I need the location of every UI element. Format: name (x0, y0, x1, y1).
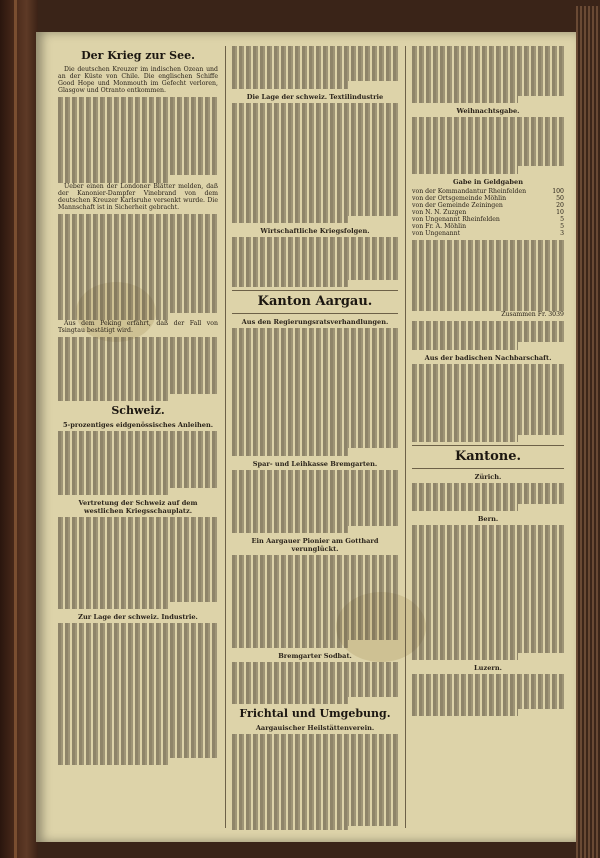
text-line (412, 240, 564, 247)
text-line (58, 373, 218, 380)
section-heading: Kanton Aargau. (232, 290, 398, 314)
text-line (58, 488, 170, 495)
text-line (58, 104, 218, 111)
column-2 (232, 46, 398, 830)
text-line (58, 299, 218, 306)
article-subheading: Aus den Regierungsratsverhandlungen. (241, 317, 389, 326)
article-subheading: Spar- und Leihkasse Bremgarten. (252, 459, 378, 468)
text-line (412, 89, 564, 96)
text-line (58, 147, 218, 154)
text-line (412, 364, 564, 371)
text-line (58, 758, 170, 765)
text-line (232, 244, 398, 251)
text-line (412, 525, 564, 532)
text-line (412, 631, 564, 638)
text-line (232, 174, 398, 181)
text-line (232, 555, 398, 562)
text-line (58, 126, 218, 133)
text-line (58, 581, 218, 588)
text-line (232, 202, 398, 209)
text-line (58, 337, 218, 344)
text-line (412, 638, 564, 645)
text-line (232, 676, 398, 683)
text-line (412, 131, 564, 138)
text-line (412, 166, 518, 173)
text-line (232, 342, 398, 349)
list-item: von N. N. Zuzgen 10 (412, 208, 564, 216)
text-line (232, 770, 398, 777)
text-line (58, 161, 218, 168)
text-line (232, 512, 398, 519)
text-line (58, 387, 218, 394)
text-line (412, 304, 564, 311)
text-line (412, 371, 564, 378)
text-line (232, 777, 398, 784)
article-text: Die deutschen Kreuzer im indischen Ozean und an der Küste von Chile. Die englischen Schiffe Good Hope und Monmouth im Gefecht verloren, Glasgow und Otranto entkommen. (58, 66, 218, 95)
text-line (232, 258, 398, 265)
text-line (58, 446, 218, 453)
text-line (58, 553, 218, 560)
text-line (412, 81, 564, 88)
text-line (58, 352, 218, 359)
column-rule (225, 46, 226, 828)
text-line (232, 138, 398, 145)
text-line (58, 474, 218, 481)
text-line (412, 532, 564, 539)
text-line (58, 630, 218, 637)
text-line (58, 460, 218, 467)
text-line (232, 669, 398, 676)
text-line (232, 748, 398, 755)
text-line (412, 420, 564, 427)
text-line (412, 435, 518, 442)
text-line (412, 427, 564, 434)
text-line (412, 553, 564, 560)
text-line (232, 166, 398, 173)
text-line (58, 694, 218, 701)
text-line (412, 702, 564, 709)
text-line (58, 249, 218, 256)
text-line (412, 53, 564, 60)
text-line (412, 392, 564, 399)
text-line (58, 438, 218, 445)
text-line (412, 490, 564, 497)
section-heading: Kantone. (412, 445, 564, 469)
text-line (58, 546, 218, 553)
text-line (412, 67, 564, 74)
text-line (58, 666, 218, 673)
text-line (232, 470, 398, 477)
text-line (412, 96, 518, 103)
text-line (232, 335, 398, 342)
article-subheading: Gabe in Geldgaben (452, 177, 524, 186)
text-line (58, 659, 218, 666)
text-line (58, 602, 170, 609)
text-line (58, 306, 218, 313)
text-line (232, 60, 398, 67)
text-line (232, 328, 398, 335)
article-subheading: Luzern. (474, 663, 502, 672)
text-line (412, 335, 564, 342)
text-line (58, 673, 218, 680)
text-line (232, 591, 398, 598)
text-line (232, 633, 398, 640)
text-line (232, 81, 348, 88)
text-line (412, 124, 564, 131)
text-line (412, 681, 564, 688)
text-line (58, 228, 218, 235)
text-line (58, 214, 218, 221)
article-subheading: Wirtschaftliche Kriegsfolgen. (260, 227, 370, 236)
text-line (232, 640, 348, 647)
text-line (58, 680, 218, 687)
text-line (232, 188, 398, 195)
article-text: Ueber einen der Londoner Blätter melden, daß der Kanonier-Dampfer Vinebrand von dem deutschen Kreuzer Karlsruhe versenkt wurde. Die Mannschaft ist in Sicherheit gebracht. (58, 182, 218, 211)
list-item: von der Gemeinde Zeiningen 20 (412, 201, 564, 209)
text-line (232, 216, 348, 223)
text-line (232, 251, 398, 258)
text-line (412, 695, 564, 702)
text-line (58, 133, 218, 140)
text-line (58, 380, 218, 387)
text-line (232, 427, 398, 434)
text-line (412, 297, 564, 304)
text-line (58, 744, 218, 751)
newspaper-page (36, 32, 576, 842)
text-line (232, 612, 398, 619)
text-line (232, 763, 398, 770)
text-line (232, 280, 348, 287)
list-total: Zusammen Fr. 3039 (501, 311, 564, 319)
article-subheading: Aus der badischen Nachbarschaft. (424, 353, 552, 362)
text-line (232, 741, 398, 748)
text-line (232, 826, 348, 830)
text-line (412, 582, 564, 589)
text-line (232, 598, 398, 605)
text-line (58, 453, 218, 460)
text-line (58, 97, 218, 104)
text-line (58, 278, 218, 285)
text-line (412, 617, 564, 624)
text-line (232, 491, 398, 498)
text-line (232, 812, 398, 819)
text-line (232, 626, 398, 633)
article-subheading: Die Lage der schweiz. Textilindustrie (246, 92, 384, 101)
text-line (232, 159, 398, 166)
text-line (232, 195, 398, 202)
text-line (412, 610, 564, 617)
text-line (232, 266, 398, 273)
text-line (58, 687, 218, 694)
text-line (412, 254, 564, 261)
text-line (58, 467, 218, 474)
section-heading: Frichtal und Umgebung. (239, 707, 391, 721)
text-line (232, 103, 398, 110)
text-line (58, 366, 218, 373)
text-line (232, 392, 398, 399)
list-item: von Fr. A. Möhlin 5 (412, 222, 564, 230)
text-line (232, 734, 398, 741)
text-line (58, 723, 218, 730)
text-line (58, 264, 218, 271)
text-line (412, 46, 564, 53)
text-line (232, 784, 398, 791)
text-line (58, 737, 218, 744)
text-line (412, 385, 564, 392)
text-line (232, 152, 398, 159)
text-line (412, 560, 564, 567)
text-line (58, 154, 218, 161)
text-line (232, 385, 398, 392)
section-heading: Der Krieg zur See. (81, 49, 195, 62)
text-line (58, 119, 218, 126)
text-line (58, 567, 218, 574)
text-line (58, 517, 218, 524)
text-line (412, 539, 564, 546)
text-line (58, 221, 218, 228)
text-line (232, 131, 398, 138)
text-line (58, 242, 218, 249)
text-line (232, 577, 398, 584)
text-line (412, 653, 518, 660)
text-line (412, 596, 564, 603)
text-line (232, 441, 398, 448)
text-line (412, 603, 564, 610)
text-line (232, 237, 398, 244)
article-subheading: Vertretung der Schweiz auf dem westlichen Kriegsschauplatz. (78, 499, 198, 516)
text-line (232, 697, 348, 704)
article-subheading: Zürich. (474, 472, 502, 481)
text-line (232, 755, 398, 762)
text-line (412, 646, 564, 653)
text-line (58, 313, 170, 320)
text-line (232, 406, 398, 413)
text-line (412, 497, 564, 504)
text-line (412, 60, 564, 67)
column-1 (58, 46, 218, 830)
donation-list (412, 188, 564, 238)
binding-stripe (14, 0, 17, 858)
text-line (232, 519, 398, 526)
article-subheading: Weihnachtsgabe. (456, 106, 520, 115)
text-line (58, 140, 218, 147)
text-line (58, 431, 218, 438)
text-line (58, 112, 218, 119)
text-line (58, 235, 218, 242)
list-item: von der Kommandantur Rheinfelden 100 (412, 187, 564, 195)
list-item: von Ungenannt 3 (412, 230, 564, 238)
text-line (412, 283, 564, 290)
article-subheading: 5-prozentiges eidgenössisches Anleihen. (62, 421, 214, 430)
text-line (58, 531, 218, 538)
text-line (58, 271, 218, 278)
text-line (412, 688, 564, 695)
text-line (232, 505, 398, 512)
text-line (232, 349, 398, 356)
text-line (58, 168, 218, 175)
text-line (232, 526, 348, 533)
text-line (58, 560, 218, 567)
text-line (58, 652, 218, 659)
text-line (232, 798, 398, 805)
text-line (232, 356, 398, 363)
text-line (58, 701, 218, 708)
text-line (58, 175, 170, 182)
text-line (58, 588, 218, 595)
text-line (58, 574, 218, 581)
text-line (232, 110, 398, 117)
text-line (232, 370, 398, 377)
text-line (412, 145, 564, 152)
text-line (412, 709, 518, 716)
text-line (412, 399, 564, 406)
text-line (412, 321, 564, 328)
text-line (412, 378, 564, 385)
section-heading: Schweiz. (111, 404, 165, 418)
text-line (58, 730, 218, 737)
text-line (412, 247, 564, 254)
text-line (58, 538, 218, 545)
text-line (412, 290, 564, 297)
text-line (58, 394, 170, 401)
text-line (232, 74, 398, 81)
text-line (232, 605, 398, 612)
text-line (58, 292, 218, 299)
book-binding (0, 0, 38, 858)
article-subheading: Bern. (477, 514, 499, 523)
column-3 (412, 46, 564, 830)
text-line (412, 117, 564, 124)
article-subheading: Aargauischer Heilstättenverein. (255, 724, 375, 733)
text-line (412, 406, 564, 413)
text-line (232, 46, 398, 53)
text-line (232, 363, 398, 370)
text-line (232, 805, 398, 812)
text-line (58, 256, 218, 263)
text-line (58, 345, 218, 352)
text-line (58, 709, 218, 716)
text-line (58, 751, 218, 758)
text-line (232, 124, 398, 131)
text-line (58, 623, 218, 630)
text-line (412, 159, 564, 166)
text-line (412, 138, 564, 145)
text-line (412, 483, 564, 490)
text-line (412, 276, 564, 283)
page-edges (576, 6, 600, 858)
text-line (58, 638, 218, 645)
text-line (412, 328, 564, 335)
list-item: von Ungenannt Rheinfelden 5 (412, 215, 564, 223)
text-line (58, 645, 218, 652)
text-line (412, 152, 564, 159)
text-line (232, 420, 398, 427)
text-line (232, 662, 398, 669)
text-line (412, 624, 564, 631)
text-line (232, 434, 398, 441)
text-line (58, 481, 218, 488)
text-line (412, 589, 564, 596)
text-line (232, 117, 398, 124)
text-line (232, 619, 398, 626)
text-line (232, 67, 398, 74)
text-line (232, 484, 398, 491)
text-line (232, 413, 398, 420)
text-line (412, 413, 564, 420)
text-line (412, 674, 564, 681)
text-line (232, 477, 398, 484)
text-line (232, 498, 398, 505)
article-subheading: Zur Lage der schweiz. Industrie. (78, 613, 198, 622)
text-line (232, 209, 398, 216)
article-subheading: Bremgarter Sodbat. (278, 651, 352, 660)
text-line (58, 285, 218, 292)
text-line (412, 504, 518, 511)
list-item: von der Ortsgemeinde Möhlin 50 (412, 194, 564, 202)
text-line (232, 448, 348, 455)
text-line (58, 716, 218, 723)
text-line (232, 690, 398, 697)
text-line (232, 819, 398, 826)
article-text: Aus dem Peking erfährt, daß der Fall von Tsingtau bestätigt wird. (58, 320, 218, 335)
text-line (232, 273, 398, 280)
text-line (412, 269, 564, 276)
text-line (412, 261, 564, 268)
text-line (232, 145, 398, 152)
article-subheading: Ein Aargauer Pionier am Gotthard verunglückt. (251, 537, 379, 554)
text-line (232, 791, 398, 798)
text-line (412, 546, 564, 553)
text-line (232, 570, 398, 577)
text-line (58, 359, 218, 366)
column-rule (405, 46, 406, 828)
text-line (232, 181, 398, 188)
text-line (58, 595, 218, 602)
text-line (232, 377, 398, 384)
text-line (232, 399, 398, 406)
text-line (412, 342, 518, 349)
text-line (412, 575, 564, 582)
text-line (412, 74, 564, 81)
text-line (412, 568, 564, 575)
text-line (58, 524, 218, 531)
text-line (232, 584, 398, 591)
text-line (232, 562, 398, 569)
text-line (232, 53, 398, 60)
text-line (232, 683, 398, 690)
